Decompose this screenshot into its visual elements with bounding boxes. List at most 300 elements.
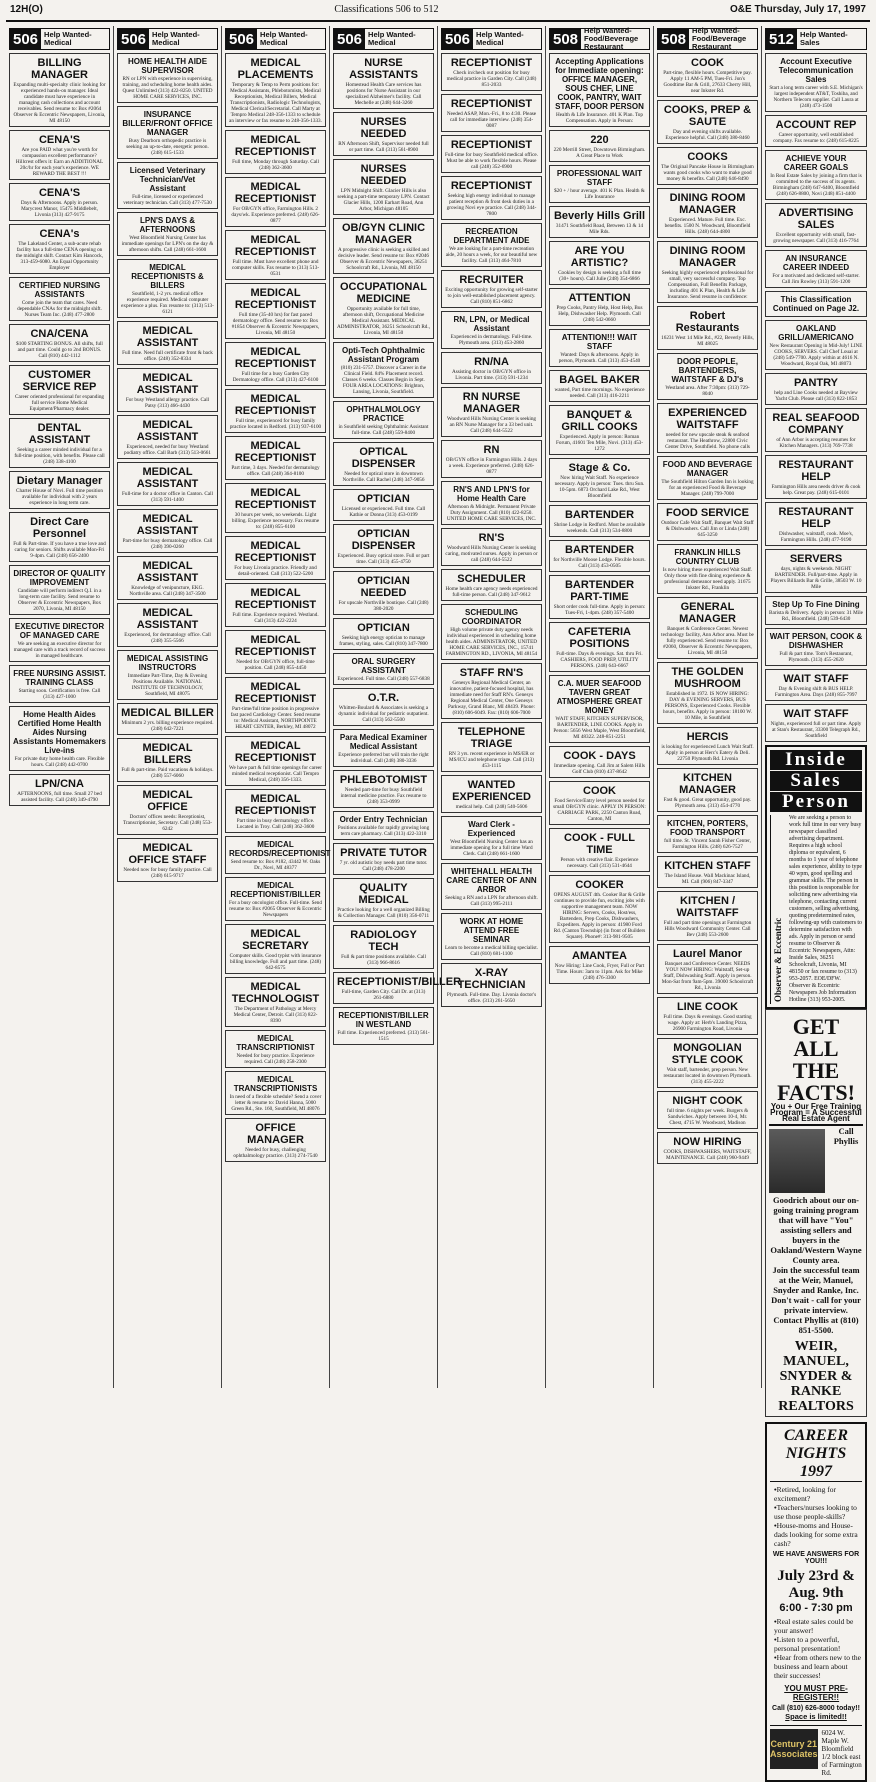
classified-ad (441, 863, 542, 910)
ad-body: A progressive clinic is seeking a skilled and decisive leader. Send resume to: Box #2046 Observer & Eccentric Newspapers, 36251 Schoolcraft Rd., Livonia, MI 48150 (338, 247, 429, 271)
ad-body: Cookies by design is seeking a full time (30+ hours). Call Julie (248) 354-6866 (558, 270, 641, 282)
classified-ad (549, 405, 650, 455)
ad-body: Part time, 3 days. Needed for dermatology office. Call (248) 364-8100 (231, 465, 320, 477)
ad-body: (810) 231-5757. Discover a Career in the Clinical Field. 84% Placement record. Classes 6 weeks. Classes Begin in Sept. FOUR AREA LOCATIONS: Brighton, Lansing, Livonia, Southfield. (340, 365, 427, 395)
classified-ad (333, 489, 434, 521)
ad-title: Direct Care Personnel (30, 516, 89, 540)
facts-title: GET ALL THE FACTS! (777, 1014, 855, 1105)
ad-body: For a motivated and dedicated self-starter. Call Jim Rowley (313) 591-1200 (772, 273, 860, 285)
ad-body: Temporary & Temp to Perm positions for: Medical Assistants, Phlebotomists, Medical Receptionists, Medical Billers, Medical Transcriptionists, Radiologic Technologists, Medical Clerical/Secretarial. Call Marty at Tempro Medical 248-356-1333 to schedule an interview or fax resume to 248-356-1333. (229, 82, 322, 124)
ad-body: Woodward Hills Nursing Center is seeking an RN Nurse Manager for a 33 bed unit. Call (248) 644-5522 (446, 416, 537, 434)
classified-ad (9, 618, 110, 662)
classified-ad (9, 324, 110, 362)
ad-body: Come join the team that cares. Need dependable CNAs for the midnight shift. Nurses Team Inc. (248) 477-2800 (17, 300, 102, 318)
ad-title: NURSES NEEDED (360, 163, 407, 187)
classified-ad (441, 53, 542, 91)
classified-ad (333, 729, 434, 767)
classified-ad (765, 596, 867, 625)
ad-title: Accepting Applications for Immediate opening: OFFICE MANAGER, SOUS CHEF, LINE COOK, PANTRY, WAIT STAFF, DOOR PERSON (555, 57, 644, 111)
classified-ad (549, 288, 650, 326)
ad-title: RN (483, 444, 500, 456)
realtor-name: WEIR, MANUEL, SNYDER & RANKE REALTORS (778, 1339, 854, 1414)
ad-title: EXPERIENCED WAITSTAFF (668, 407, 747, 431)
ad-body: RN Afternoon Shift, Supervisor needed full or part time. Call (313) 561-8900 (338, 141, 429, 153)
ad-body: Full & part time positions available. Call (313) 966-8616 (341, 954, 426, 966)
classified-ad (441, 223, 542, 267)
ad-title: AN INSURANCE CAREER INDEED (782, 254, 850, 272)
ad-title: OAKLAND GRILL/AMERICANO (778, 324, 854, 342)
ad-body: Barista & Delivery. Apply in person: 31 Mile Rd., Bloomfield. (248) 539-6430 (769, 610, 863, 622)
ad-title: KITCHEN, PORTERS, FOOD TRANSPORT (667, 819, 748, 837)
classified-ad (117, 703, 218, 735)
ad-body: Part-time/full time position in progressive fast paced Cardiology Center. Send resume to: Medical Assistant, NORTHPOINTE HEART CENTER, Berkley, MI 48072 (230, 706, 321, 730)
classified-ad (657, 241, 758, 303)
ad-title: ATTENTION!!! WAIT STAFF (561, 333, 638, 351)
ad-title: MEDICAL BILLER (121, 707, 214, 719)
ad-title: Dietary Manager (16, 475, 103, 487)
ad-title: HERCIS (686, 731, 729, 743)
ad-body: Short order cook full-time. Apply in person: Tues-Fri, 1-4pm. (248) 357-5400 (553, 604, 646, 616)
ad-body: Afternoon & Midnight. Permanent Private Duty Assignment. Call (810) 422-8250. UNITED HOME CARE SERVICES, INC. (446, 504, 537, 522)
ad-body: Computer skills. Good typist with insurance billing knowledge. Full and part time. (248) 642-8575 (229, 953, 322, 971)
ad-body: Genesys Regional Medical Center, an innovative, patient-focused hospital, has immediate need for Staff RN's. Genesys Regional Medical Center, One Genesys Parkway, Grand Blanc, MI 48439. Phone: (810) 606-6049. Fax: (810) 606-7000 (448, 680, 535, 716)
classified-ad (225, 483, 326, 533)
column-heading (765, 28, 867, 50)
ad-columns (6, 26, 870, 1777)
classified-ad (117, 415, 218, 459)
classified-ad (441, 569, 542, 601)
ad-title: BILLING MANAGER (31, 57, 88, 81)
ad-body: For OB/GYN office, Farmington Hills. 2 days/wk. Experience preferred. (248) 626-0877 (231, 206, 320, 224)
ad-column (222, 26, 330, 1388)
ad-title: RECREATION DEPARTMENT AIDE (453, 227, 530, 245)
ad-body: Opportunity available for full time, afternoon shift, Occupational Medicine Medical Assistant. MEDICAL ADMINISTRATOR, 36251 Schoolcraft Rd., Livonia, MI 48150 (337, 306, 430, 336)
ad-body: Woodward Hills Nursing Center is seeking caring, motivated nurses. Apply in person or call (248) 644-5522 (445, 545, 538, 563)
classified-ad (225, 836, 331, 874)
ad-body: In Real Estate Sales by joining a firm that is committed to the success of its agents. Birmingham (248) 647-6400, Bloomfield (248) 626-8800, Novi (248) 851-4400 (770, 173, 862, 197)
ad-column (654, 26, 762, 1388)
ad-body: Full time for a busy Garden City Dermatology office. Call (313) 427-6100 (232, 371, 319, 383)
ad-title: LPN/CNA (35, 778, 84, 790)
classified-ad (225, 583, 326, 627)
ad-title: CAFETERIA POSITIONS (568, 626, 631, 650)
classified-ad (549, 505, 650, 537)
classified-ad (225, 53, 326, 127)
ad-body: For busy Westland allergy practice. Call Patsy (313) 466-4430 (125, 397, 210, 409)
ad-body: Westland area. After 7:30pm: (313) 729-8040 (665, 385, 750, 397)
ad-title: REAL SEAFOOD COMPANY (772, 412, 860, 436)
classified-ad (441, 963, 542, 1007)
ad-body: Needed for OB/GYN office, full-time position. Call (248) 855-4450 (236, 659, 315, 671)
classified-ad (657, 1091, 758, 1129)
classified-ad (765, 669, 867, 701)
ad-title: MEDICAL RECEPTIONIST (234, 487, 317, 511)
ad-body: 31471 Southfield Road, Between 13 & 14 Mile Rds. (555, 223, 644, 235)
ad-body: Licensed or experienced. Full time. Call Kathie or Donna (313) 453-0199 (341, 506, 426, 518)
ad-title: DIRECTOR OF QUALITY IMPROVEMENT (13, 569, 106, 587)
ad-body: Home health care agency needs experienced full-time person. Call (248) 347-9612 (445, 586, 538, 598)
ad-title: FREE NURSING ASSIST. TRAINING CLASS (13, 669, 106, 687)
ad-title: MEDICAL ASSISTANT (136, 607, 199, 631)
ad-body: Needed for busy, challenging ophthalmology practice. (313) 274-7540 (233, 1147, 318, 1159)
classification-label: Help Wanted- Food/Beverage Restaurant (692, 26, 747, 51)
classified-ad (225, 677, 326, 733)
classified-ad (333, 925, 434, 969)
ad-title: NIGHT COOK (672, 1095, 743, 1107)
ad-body: Full & Part-time. If you have a true love and caring for seniors. Shifts available Mon-Fri 9-4pm. Call (248) 656-2400 (13, 541, 106, 559)
page-header (6, 4, 870, 22)
ad-title: COOKS (687, 151, 728, 163)
classified-ad (117, 259, 218, 318)
classified-ad (549, 540, 650, 572)
ad-body: for Northville Moose Lodge. Flexible hours. Call (313) 453-0505 (553, 557, 646, 569)
ad-body: Experienced. Busy optical store. Full or part time. Call (313) 455-4750 (337, 553, 430, 565)
ad-title: OPTICIAN DISPENSER (351, 528, 416, 552)
ad-title: RN NURSE MANAGER (462, 391, 521, 415)
ad-body: West Bloomfield Nursing Center has an immediate opening for a full time Ward Clerk. Call (248) 661-1600 (450, 839, 533, 857)
ad-column (438, 26, 546, 1388)
ad-body: Start a long term career with S.E. Michigan's largest independent AT&T, Toshiba, and Northern Telecom supplier. Call Laura at (248) 473-1500 (769, 85, 863, 109)
ad-body: Doctors' offices needs: Receptionist, Transcriptionist, Secretary. Call (248) 553-6242 (122, 814, 213, 832)
century21-logo: Century 21 Associates (770, 1729, 818, 1769)
inside-sales-text: We are seeking a person to work full time in our very busy newspaper classified advertising department. Requires a high school diploma or equivalent, 6 months to 1 year of telephone sales experience, ability to type 40 wpm, good spelling and grammar skills. The person in this position is responsible for soliciting new advertising via telephone, contacting current customers, selling advertising, quoting predetermined rates, following-up with customers to determine satisfaction with ads. Apply in person or send resume to Observer & Eccentric Newspapers, Attn: Inside Sales, 36251 Schoolcraft, Livonia, MI 48150 or fax resume to (313) 953-2057. EOE/DFW. Observer & Eccentric Newspapers Job Information Hotline (313) 953-2005. (789, 815, 862, 1003)
career-dates: July 23rd & Aug. 9th (777, 1568, 855, 1601)
ad-title: BANQUET & GRILL COOKS (561, 409, 638, 433)
ad-title: TELEPHONE TRIAGE (457, 726, 526, 750)
ad-title: MEDICAL RECEPTIONIST (234, 234, 317, 258)
ad-body: Positions available for rapidly growing long term care pharmacy. Call (313) 422-3310 (337, 825, 430, 837)
ad-body: Outdoor Cafe Wait Staff, Banquet Wait Staff & Dishwashers. Call Jim or Linda (248) 645-3250 (661, 520, 754, 538)
ad-body: Day & Evening shift & BUS HELP. Farmington Area. Days (248) 855-7997 (774, 686, 858, 698)
ad-title: 220 (590, 134, 609, 146)
column-heading (441, 28, 542, 50)
ad-body: Nights, experienced full or part time. Apply at Stan's Restaurant, 33300 Telegraph Rd., Southfield (770, 721, 862, 739)
classified-ad (225, 630, 326, 674)
ad-body: Immediate Part-Time, Day & Evening Positions Available. NATIONAL INSTITUTE OF TECHNOLOGY, Southfield, MI 48075 (127, 673, 208, 697)
ad-title: LINE COOK (676, 1001, 739, 1013)
ad-title: PRIVATE TUTOR (340, 847, 427, 859)
classification-code: 508 (658, 29, 689, 49)
classified-ad (765, 408, 867, 452)
banner-word: Sales (770, 771, 862, 791)
ad-body: Needed for busy practice. Experience required. Call (248) 258-2300 (236, 1053, 315, 1065)
classified-ad (549, 458, 650, 502)
ad-body: Banquet and Conference Center. NEEDS YOU! NOW HIRING: Waitstaff, Set-up Staff, Dishwashing Staff. Apply in person. Mon-Sat from 9am-5pm. 39000 Schoolcraft Rd., Livonia (661, 961, 754, 991)
ad-title: PHLEBOTOMIST (339, 774, 428, 786)
column-heading (333, 28, 434, 50)
career-bullet: • Listen to a powerful, personal presentation! (774, 1635, 862, 1653)
classified-ad (765, 115, 867, 147)
classified-ad (9, 471, 110, 509)
classified-ad (333, 277, 434, 339)
ad-title: RECEPTIONIST (450, 57, 533, 69)
ad-title: RESTAURANT HELP (778, 459, 854, 483)
ad-body: Shrine Lodge in Redford. Must be available weekends. Call (313) 534-8800 (553, 522, 646, 534)
ad-body: Full-time. Days & evenings. Sat. thru Fri. CASHIERS, FOOD PREP, UTILITY PERSONS. (248) 643-6667 (556, 651, 643, 669)
ad-title: DENTAL ASSISTANT (28, 422, 91, 446)
ad-title: HOME HEALTH AIDE SUPERVISOR (127, 57, 208, 75)
classification-code: 506 (442, 29, 473, 49)
ad-body: Send resume to: Box #182, 43442 W. Oaks Dr., Novi, MI 48377 (230, 859, 321, 871)
ad-body: Plymouth. Full-time. Day. Livonia doctor's office. (313) 261-5650 (446, 992, 537, 1004)
classified-ad (657, 403, 758, 453)
career-question: • Teachers/nurses looking to use those people-skills? (774, 1503, 862, 1521)
classified-ad (549, 329, 650, 367)
ad-title: CENA'S (38, 134, 81, 146)
ad-title: RADIOLOGY TECH (350, 929, 417, 953)
ad-body: help and Line Cooks needed at Bayview Yacht Club. Please call (313) 822-1853 (774, 390, 858, 402)
ad-body: Full & part-time. Paid vacations & holidays. (248) 557-6060 (121, 767, 214, 779)
ad-body: Experienced. Full time. Call (248) 557-6838 (337, 676, 430, 682)
ad-body: The Original Pancake House in Birmingham wants good cooks who want to make good money & benefits. Call (248) 646-8490 (661, 164, 754, 182)
ad-body: Full & part time. Tom's Restaurant, Plymouth. (313) 455-2620 (779, 651, 853, 663)
ad-title: X-RAY TECHNICIAN (457, 967, 526, 991)
ad-title: PROFESSIONAL WAIT STAFF (556, 169, 643, 187)
classified-ad (549, 206, 650, 238)
ad-title: RECRUITER (459, 274, 524, 286)
ad-body: Person with creative flair. Experience necessary. Call (313) 531-4644 (560, 857, 639, 869)
career-bullets (770, 1617, 862, 1680)
classified-ad (765, 549, 867, 593)
ad-title: EXECUTIVE DIRECTOR OF MANAGED CARE (14, 622, 105, 640)
ad-body: 30 hours per week, no weekends. Light billing. Experience necessary. Fax resume to: (248) 855-6100 (231, 512, 320, 530)
ad-body: Needed for optical store in downtown Northville. Call Rachel (248) 347-9056 (342, 471, 425, 483)
career-title: CAREER NIGHTS 1997 (770, 1427, 862, 1482)
ad-title: MEDICAL RECEPTIONIST (234, 793, 317, 817)
ad-title: THE GOLDEN MUSHROOM (671, 666, 744, 690)
classified-ad (333, 571, 434, 615)
ad-title: MEDICAL ASSISTING INSTRUCTORS (126, 654, 209, 672)
ad-body: Assisting doctor in OB/GYN office in Livonia. Part time. (313) 591-1234 (451, 369, 531, 381)
ad-title: PANTRY (794, 377, 838, 389)
ad-title: NURSE ASSISTANTS (349, 57, 418, 81)
ad-body: Part time in busy dermatology office. Located in Troy. Call (248) 362-3600 (236, 818, 315, 830)
ad-body: Dishwasher, waitstaff, cook. Moe's, Farmington Hills. (248) 477-9190 (779, 531, 853, 543)
classified-ad (657, 353, 758, 400)
ad-title: RECEPTIONIST/BILLER IN WESTLAND (338, 1011, 429, 1029)
ad-title: RN, LPN, or Medical Assistant (453, 315, 530, 333)
ad-body: Full time. Need full certificate front & back office. (248) 352-8334 (122, 350, 213, 362)
ad-title: O.T.R. (367, 692, 400, 704)
classified-ad (117, 650, 218, 700)
career-nights-ad (765, 1422, 867, 1782)
classified-ad (9, 224, 110, 274)
classified-ad (117, 838, 218, 882)
ad-body: West Bloomfield Nursing Center has immediate openings for LPN's on the day & afternoon shifts. Call (248) 661-1600 (121, 235, 214, 253)
ad-title: KITCHEN / WAITSTAFF (676, 895, 739, 919)
ad-title: MEDICAL RECEPTIONIST/BILLER (230, 881, 321, 899)
classified-ad (765, 250, 867, 288)
classified-ad (441, 481, 542, 525)
classified-ad (549, 828, 650, 872)
ad-title: INSURANCE BILLER/FRONT OFFICE MANAGER (122, 110, 213, 137)
ad-title: MEDICAL RECEPTIONIST (234, 681, 317, 705)
ad-title: MEDICAL RECEPTIONIST (234, 346, 317, 370)
ad-body: Seeking a career minded individual for a full-time position, with benefits. Please call (248) 338-4100 (14, 447, 105, 465)
ad-title: Order Entry Technician (339, 815, 428, 824)
classified-ad (765, 53, 867, 112)
classified-ad (657, 662, 758, 724)
ad-title: ACCOUNT REP (775, 119, 857, 131)
ad-body: 7 yr. old autistic boy needs part time tutor. Call (248) 478-2200 (339, 860, 428, 872)
classified-ad (549, 875, 650, 943)
classified-ad (765, 150, 867, 200)
ad-body: Full-time for a doctor office in Canton. Call (313) 591-1400 (122, 491, 213, 503)
ad-title: MEDICAL ASSISTANT (136, 560, 199, 584)
ad-title: COOK - DAYS (563, 750, 636, 762)
ad-title: FRANKLIN HILLS COUNTRY CLUB (674, 548, 741, 566)
career-question: • Retired, looking for excitement? (774, 1485, 862, 1503)
classified-ad (441, 176, 542, 220)
classified-ad (765, 320, 867, 370)
ad-body: Career opportunity, well established company. Fax resume to: (248) 615-8225 (773, 132, 859, 144)
ad-title: Stage & Co. (568, 462, 631, 474)
ad-title: MEDICAL RECEPTIONIST (234, 393, 317, 417)
ad-title: STAFF RN'S (459, 667, 524, 679)
classified-ad (657, 997, 758, 1035)
ad-title: CUSTOMER SERVICE REP (22, 369, 97, 393)
ad-body: Full-time, Garden City. Call Dr. at (313) 261-6880 (341, 989, 426, 1001)
ad-title: MEDICAL RECEPTIONIST (234, 634, 317, 658)
ad-title: KITCHEN MANAGER (679, 772, 736, 796)
classified-ad (441, 816, 542, 860)
facts-join: Join the successful team at the Weir, Manuel, Snyder and Ranke, Inc. Don't wait - call for your private interview. Contact Phyllis at (810) 851-5500. (771, 1265, 861, 1335)
ad-title: RECEPTIONIST (450, 180, 533, 192)
ad-body: Learn to become a medical billing specialist. Call (810) 681-1100 (445, 945, 538, 957)
classified-ad (333, 159, 434, 215)
classified-ad (9, 418, 110, 468)
classified-ad (657, 856, 758, 888)
classified-ad (117, 738, 218, 782)
ad-body: The Island House. Wall Mackinac Island, MI. Call (906) 847-3347 (664, 873, 751, 885)
ad-title: RN'S AND LPN'S for Home Health Care (453, 485, 530, 503)
classified-ad (657, 597, 758, 659)
classified-ad (657, 768, 758, 812)
classified-ad (765, 704, 867, 742)
classified-ad (225, 436, 326, 480)
ad-title: MEDICAL SECRETARY (242, 928, 309, 952)
ad-body: full time. 6 nights per week. Burgers & Sandwiches. Apply between 10-4, Mr. Chest, 4715 W. Woodward, Madison (666, 1108, 749, 1126)
classified-ad (225, 283, 326, 339)
classified-ad (9, 565, 110, 615)
ad-title: MEDICAL OFFICE (142, 789, 193, 813)
ad-body: Needed part-time for busy Southfield internal medicine practice. Fax resume to (248) 353-0999 (340, 787, 427, 805)
classified-ad (657, 100, 758, 144)
classified-ad (549, 781, 650, 825)
classification-code: 512 (766, 29, 797, 49)
classified-ad (333, 1007, 434, 1045)
ad-title: WAIT STAFF (783, 673, 849, 685)
ad-title: ORAL SURGERY ASSISTANT (351, 657, 416, 675)
ad-body: Full time, experienced for busy family practice located in Redford. (313) 937-6100 (229, 418, 322, 430)
ad-body: Immediate opening. Call Jim at Salem Hills Golf Club (810) 437-8642 (554, 763, 645, 775)
preregister-note: YOU MUST PRE-REGISTER!! (784, 1684, 848, 1702)
ad-body: 220 Merrill Street, Downtown Birmingham. A Great Place to Work (553, 147, 646, 159)
classification-label: Help Wanted- Medical (44, 30, 92, 47)
ad-title: ARE YOU ARTISTIC? (570, 245, 629, 269)
ad-title: MEDICAL RECEPTIONIST (234, 134, 317, 158)
classified-ad (9, 774, 110, 806)
ad-title: OPTICIAN (357, 622, 410, 634)
ad-body: Full time, Monday through Saturday. Call (248) 362-3600 (232, 159, 319, 171)
ad-body: Full time. Must have excellent phone and computer skills. Fax resume to (313) 513-0531 (231, 259, 320, 277)
ad-title: RN/NA (474, 356, 509, 368)
ad-body: needed for new upscale steak & seafood restaurant. The Heathrow, 22800 Civic Center Drive, Southfield. No phone calls (665, 432, 750, 450)
ad-body: Seeking a RN and a LPN for afternoon shift. Call (313) 995-2111 (445, 895, 538, 907)
ad-body: Experience preferred but will train the right individual. Call (248) 380-3336 (338, 752, 429, 764)
ad-body: Part-time for busy dermatology office. Call (248) 390-0260 (122, 538, 213, 550)
agent-photo (769, 1129, 825, 1193)
ad-title: RECEPTIONIST/BILLER (337, 976, 462, 988)
ad-title: RN'S (478, 532, 505, 544)
classified-ad (441, 440, 542, 478)
classified-ad (225, 1118, 326, 1162)
ad-body: Seeking highly experienced professional for small, very successful company. Top Compensation, Full Benefits Package, including 401 K Plan, Health & Life Insurance. Send resume in confidence: (661, 270, 754, 300)
classified-ad (765, 203, 867, 247)
ad-title: OPHTHALMOLOGY PRACTICE (346, 405, 421, 423)
classified-ad (9, 130, 110, 180)
classified-ad (333, 653, 434, 685)
classified-ad (549, 130, 650, 162)
classification-label: Help Wanted- Medical (368, 30, 416, 47)
publication-date: O&E Thursday, July 17, 1997 (730, 4, 866, 15)
ad-body: days, nights & weekends. NIGHT BARTENDER. Full/part-time. Apply in Players Billiards Bar & Grille, 38503 W. 10 Mile (770, 566, 862, 590)
facts-body: Call Phyllis Goodrich about our on-going training program that will have "You" assisting sellers and buyers in the Oakland/Western Wayne County area. (770, 1126, 862, 1265)
ad-body: Excellent opportunity with small, fast-growing newspaper. Call (313) 416-7764 (773, 232, 859, 244)
classified-ad (117, 603, 218, 647)
classified-ad (333, 112, 434, 156)
classified-ad (225, 977, 326, 1027)
classified-ad (333, 442, 434, 486)
ad-body: Knowledge of venipuncture, EKG. Northville area. Call (248) 347-3500 (129, 585, 206, 597)
classification-label: Help Wanted- Medical (152, 30, 200, 47)
ad-body: Homestead Health Care services has positions for Nurse Assistant in our specialized Alzheimer's facility. Call Mechelle at (248) 644-3260 (345, 82, 422, 106)
classified-ad (117, 785, 218, 835)
ad-body: In need of a flexible schedule? Send a cover letter & resume to: David Hanna, 5000 Green Rd., Ste. 160, Southfield, MI 48076 (229, 1094, 322, 1112)
ad-title: OCCUPATIONAL MEDICINE (340, 281, 427, 305)
ad-title: MEDICAL RECEPTIONIST (234, 587, 317, 611)
classified-ad (225, 536, 326, 580)
ad-title: MEDICAL OFFICE STAFF (128, 842, 207, 866)
classification-code: 506 (226, 29, 257, 49)
ad-body: Experienced. Mature. Full time. Exc. benefits. 1500 N. Woodward, Bloomfield Hills. (248) 644-4800 (664, 217, 751, 235)
career-answers: WE HAVE ANSWERS FOR YOU!!! (772, 1551, 860, 1565)
get-all-facts-ad (765, 1009, 867, 1417)
ad-body: We are looking for a part-time recreation aide, 20 hours a week, for our beautiful new facility. Call (313) 464-7810 (445, 246, 538, 264)
ad-body: is looking for experienced Lunch Wait Staff. Apply in person at Herc's Eatery & Deli. 22750 Plymouth Rd. Livonia (661, 744, 754, 762)
career-phone: Call (810) 626-8000 today!! (772, 1705, 860, 1712)
ad-title: DINING ROOM MANAGER (669, 245, 746, 269)
ad-body: Whitten-Boulard & Associates is seeking a dynamic individual for pediatric outpatient. Call (313) 562-5500 (338, 705, 429, 723)
classified-ad (441, 775, 542, 813)
ad-body: AFTERNOONS, full time. Small 27 bed assisted facility. Call (248) 349-4790 (17, 791, 102, 803)
ad-body: New Restaurant Opening in Mid-July! LINE COOKS, SERVERS. Call Chef Louai at (248) 549-7700. Apply within at 4616 N. Woodward, Royal Oak, MI 48073 (769, 343, 863, 367)
classified-ad (549, 53, 650, 127)
classified-ad (117, 162, 218, 209)
ad-title: MEDICAL ASSISTANT (136, 466, 199, 490)
ad-title: MEDICAL PLACEMENTS (237, 57, 314, 81)
ad-title: RESTAURANT HELP (778, 506, 854, 530)
classified-ad (333, 53, 434, 109)
classification-code: 508 (550, 29, 581, 49)
classified-ad (9, 277, 110, 321)
classified-ad (441, 311, 542, 349)
ad-title: ADVERTISING SALES (778, 207, 854, 231)
classified-ad (441, 663, 542, 719)
classified-ad (333, 688, 434, 726)
classified-ad (657, 188, 758, 238)
classified-ad (117, 212, 218, 256)
